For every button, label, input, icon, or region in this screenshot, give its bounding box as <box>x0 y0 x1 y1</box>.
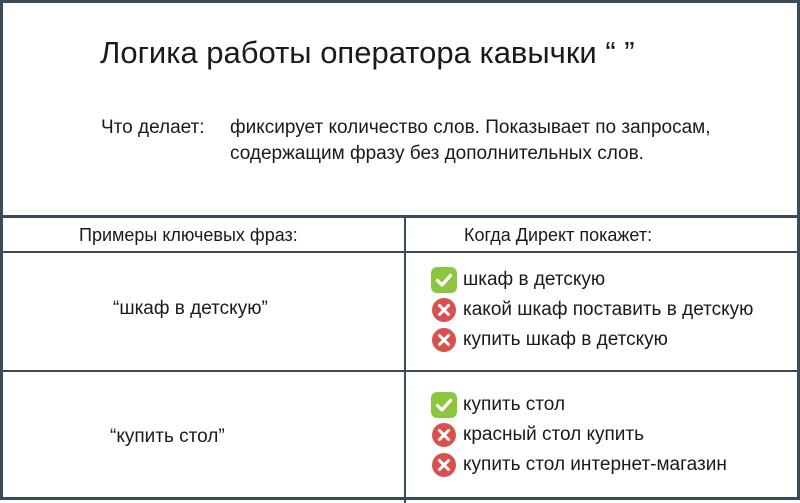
result-text: шкаф в детскую <box>463 269 606 290</box>
column-header-shown: Когда Директ покажет: <box>464 225 653 245</box>
keyword-phrase: “купить стол” <box>110 426 225 447</box>
result-item <box>431 452 727 478</box>
page-title: Логика работы оператора кавычки “ ” <box>100 35 635 70</box>
table-top-border <box>3 215 800 218</box>
result-text: купить стол интернет-магазин <box>463 454 727 475</box>
result-text: купить шкаф в детскую <box>463 329 668 350</box>
result-item <box>431 297 753 323</box>
column-header-keywords: Примеры ключевых фраз: <box>79 225 298 245</box>
check-icon <box>431 392 457 418</box>
keyword-phrase: “шкаф в детскую” <box>113 298 268 319</box>
table-column-divider <box>404 215 406 503</box>
result-text: красный стол купить <box>463 424 645 445</box>
description-line-1: фиксирует количество слов. Показывает по запросам, <box>230 117 711 138</box>
cross-icon <box>431 327 457 353</box>
result-item <box>431 392 565 418</box>
result-text: купить стол <box>463 394 566 415</box>
result-item <box>431 327 668 353</box>
table-row-divider <box>3 370 800 372</box>
cross-icon <box>431 452 457 478</box>
description-text <box>230 115 711 167</box>
description-line-2: содержащим фразу без дополнительных слов. <box>230 143 644 164</box>
table-header-divider <box>3 251 800 253</box>
cross-icon <box>431 422 457 448</box>
result-text: какой шкаф поставить в детскую <box>463 299 754 320</box>
cross-icon <box>431 297 457 323</box>
result-item <box>431 422 644 448</box>
result-item <box>431 267 605 293</box>
description-label: Что делает: <box>101 117 205 138</box>
check-icon <box>431 267 457 293</box>
